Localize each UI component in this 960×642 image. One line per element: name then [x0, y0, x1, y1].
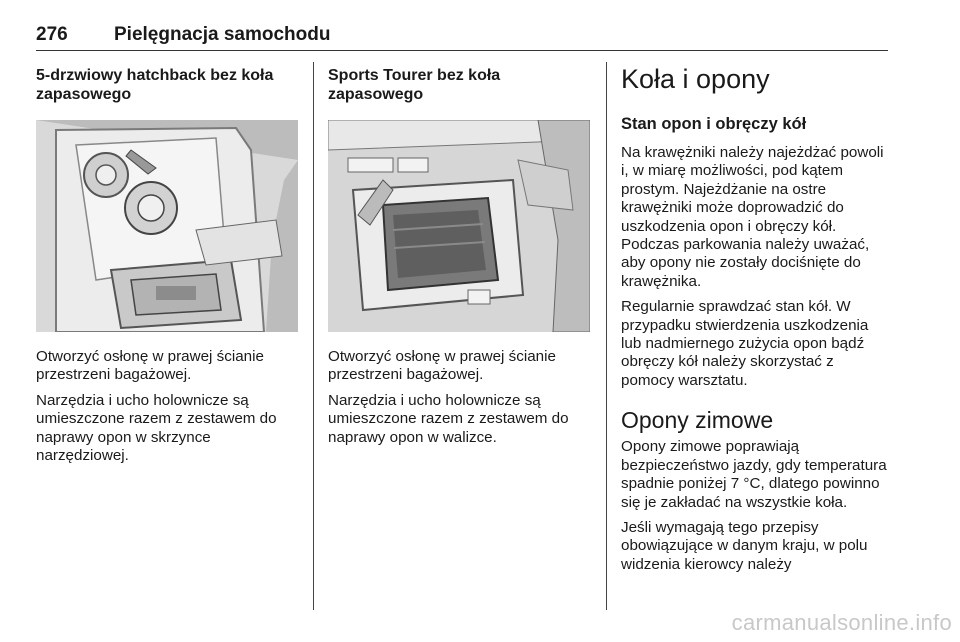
tyre-condition-paragraph: Na krawężniki należy najeżdżać powoli i, w miarę możliwości, pod kątem prostym. Najeżdżanie na ostre krawężniki może doprowadzić do uszkodzenia opon i obręczy kół. Podczas parkowania należy uważać, aby opony nie zostały dociśnięte do krawężnika. — [621, 144, 884, 290]
sports-tourer-paragraph: Narzędzia i ucho holownicze są umieszczone razem z zestawem do naprawy opon w walizce. — [328, 391, 569, 446]
hatchback-paragraph: Otworzyć osłonę w prawej ścianie przestrzeni bagażowej. — [36, 348, 264, 384]
sports-tourer-trunk-image — [328, 120, 590, 332]
column-sports-tourer — [328, 62, 590, 454]
column-divider — [606, 62, 607, 610]
sports-tourer-heading: Sports Tourer bez koła zapasowego — [328, 67, 501, 103]
winter-tyres-paragraph: Jeśli wymagają tego przepisy obowiązujące w danym kraju, w polu widzenia kierowcy należy — [621, 518, 868, 573]
column-wheels-tyres — [621, 62, 889, 581]
tyre-condition-paragraph: Regularnie sprawdzać stan kół. W przypadku stwierdzenia uszkodzenia lub nadmiernego zużycia opon bądź obręczy kół należy skorzystać z pomocy warsztatu. — [621, 298, 869, 389]
winter-tyres-heading: Opony zimowe — [621, 407, 774, 434]
hatchback-trunk-image — [36, 120, 298, 332]
winter-tyres-paragraph: Opony zimowe poprawiają bezpieczeństwo jazdy, gdy temperatura spadnie poniżej 7 °C, dlatego powinno się je zakładać na wszystkie koła. — [621, 438, 887, 511]
tyre-condition-heading: Stan opon i obręczy kół — [621, 115, 807, 133]
column-divider — [313, 62, 314, 610]
chapter-title: Pielęgnacja samochodu — [114, 24, 331, 45]
section-title: Koła i opony — [621, 64, 770, 94]
hatchback-paragraph: Narzędzia i ucho holownicze są umieszczone razem z zestawem do naprawy opon w skrzynce narzędziowej. — [36, 391, 277, 465]
hatchback-heading: 5-drzwiowy hatchback bez koła zapasowego — [36, 67, 274, 103]
page-header — [36, 22, 888, 51]
page-number: 276 — [36, 24, 68, 45]
sports-tourer-paragraph: Otworzyć osłonę w prawej ścianie przestrzeni bagażowej. — [328, 348, 556, 384]
watermark: carmanualsonline.info — [731, 610, 952, 635]
column-hatchback — [36, 62, 298, 472]
